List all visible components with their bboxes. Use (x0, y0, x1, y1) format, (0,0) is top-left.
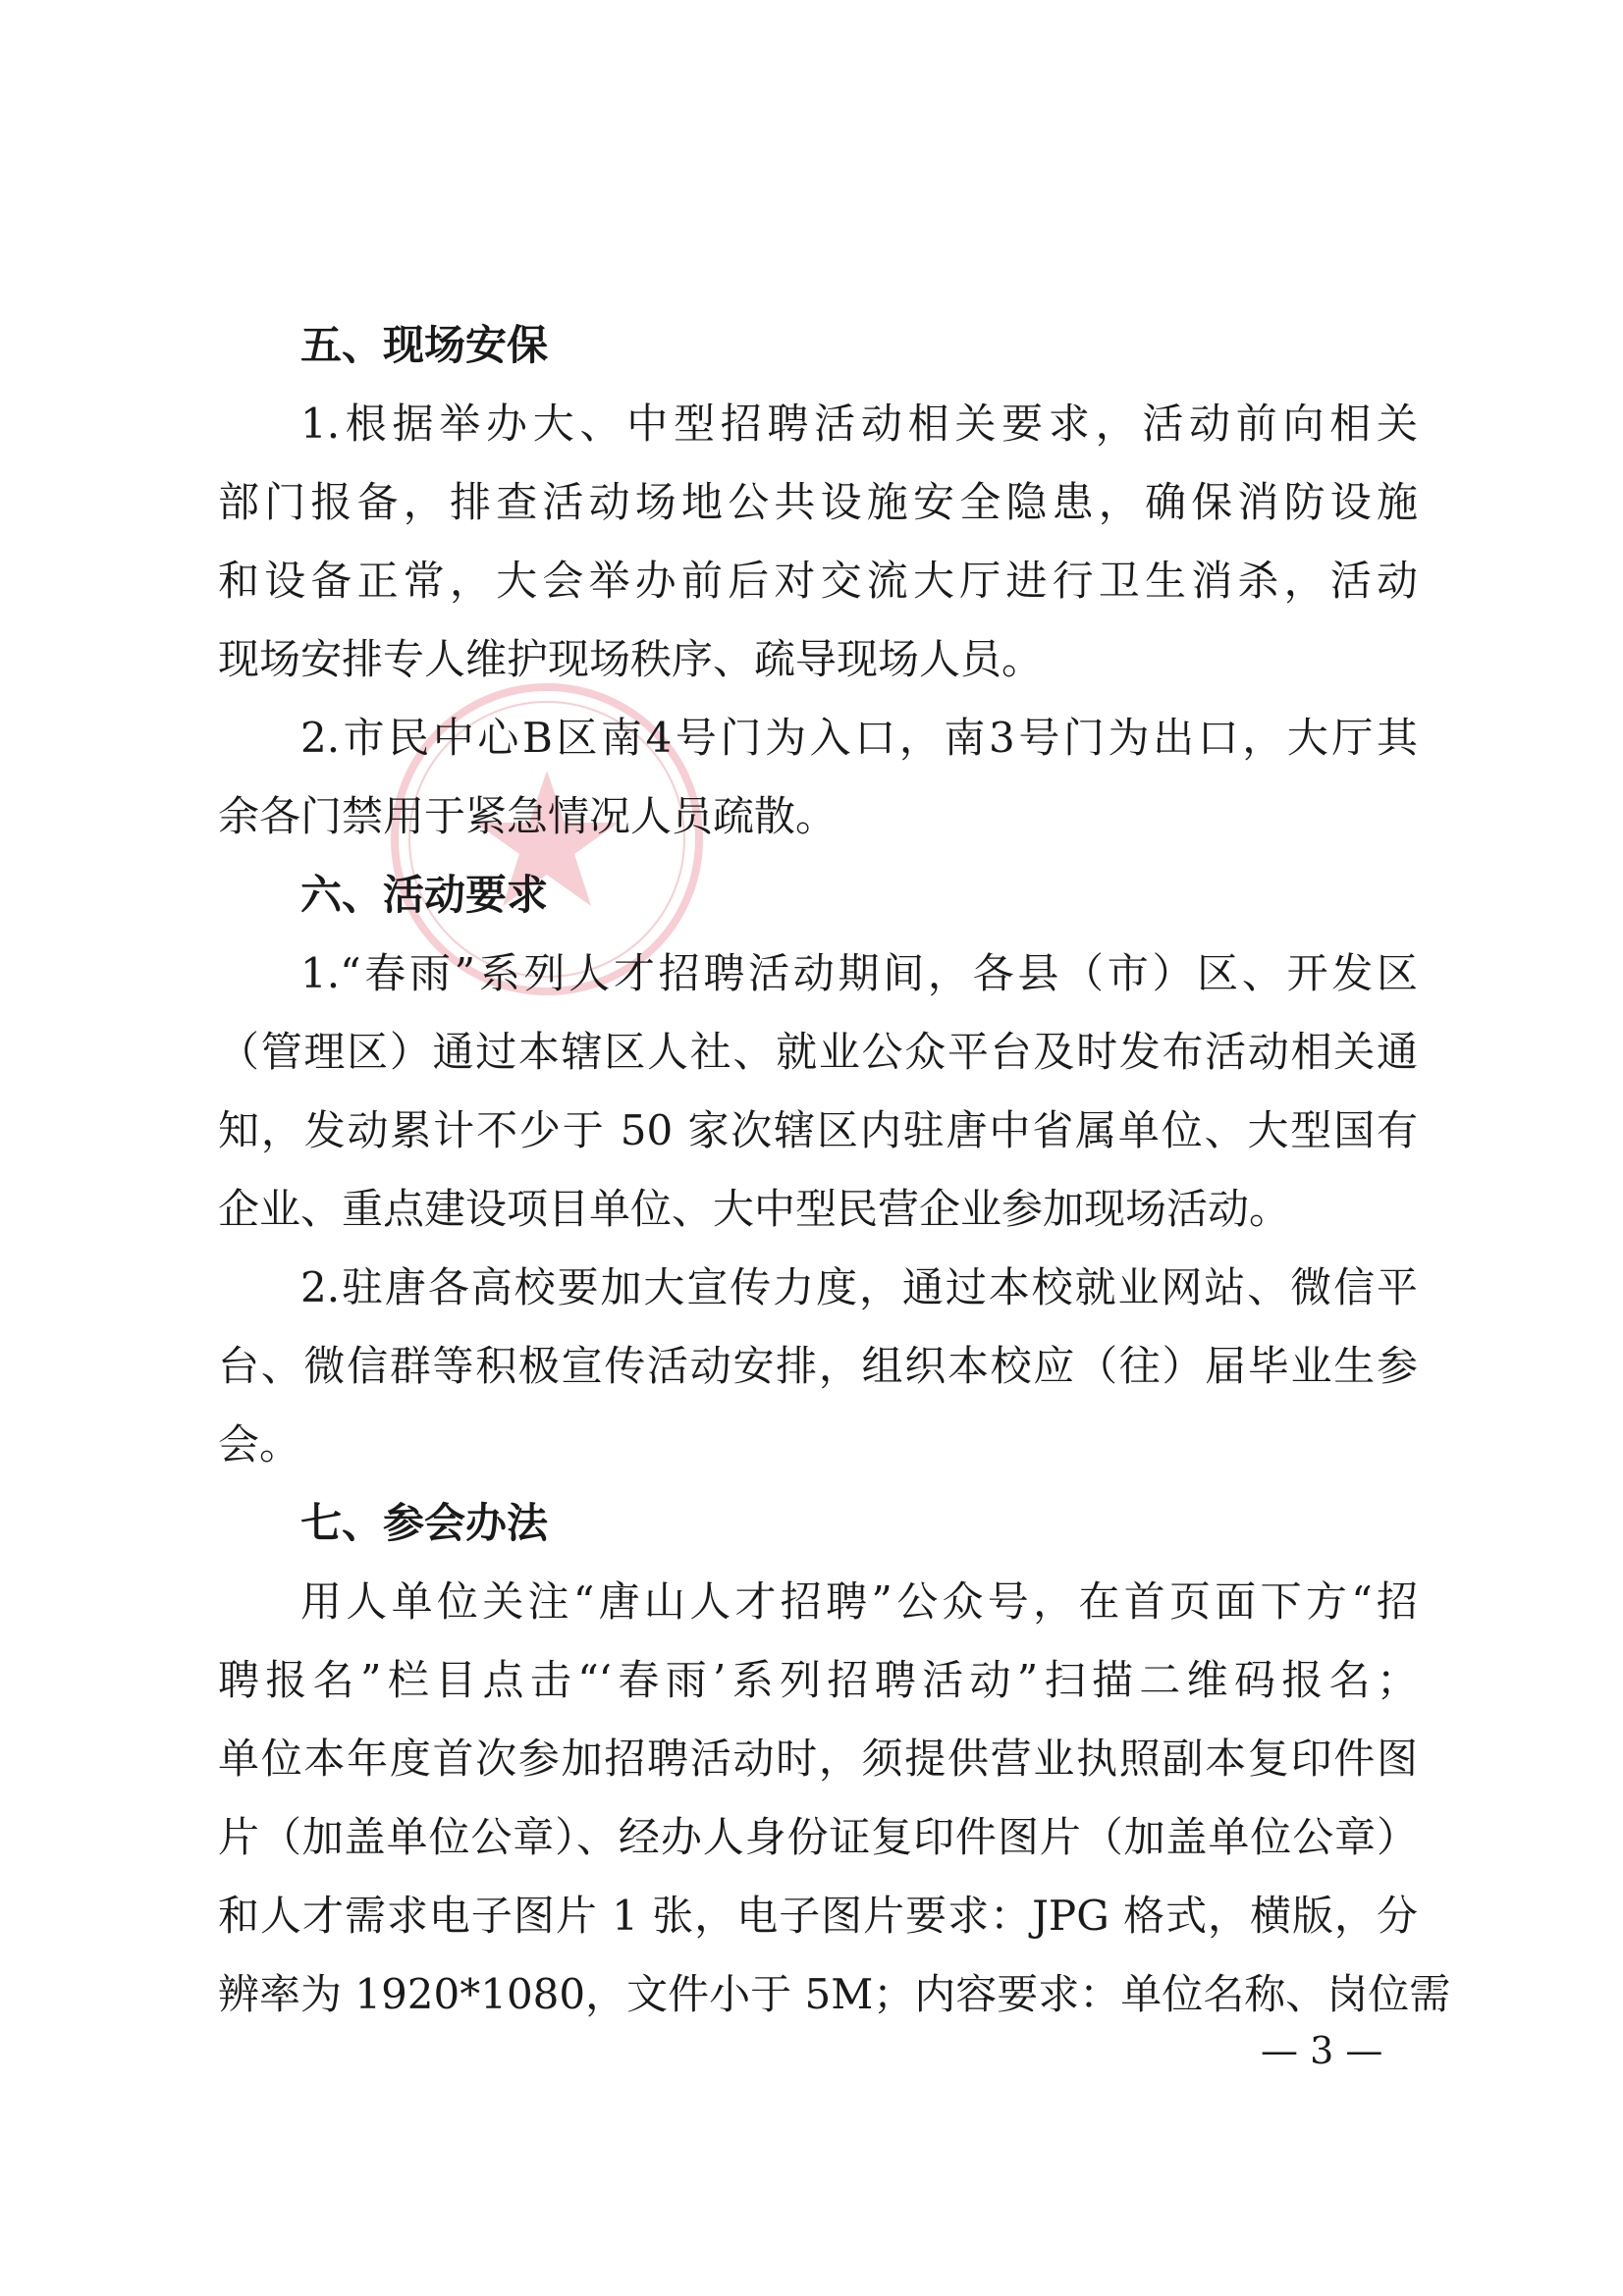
text-line: 余各门禁用于紧急情况人员疏散。 (218, 792, 838, 840)
document-body (218, 306, 1451, 2034)
paragraph (218, 1563, 1451, 2034)
paragraph (218, 934, 1418, 1249)
text-line: 部门报备，排查活动场地公共设施安全隐患，确保消防设施 (218, 478, 1418, 526)
text-line: 2.驻唐各高校要加大宣传力度，通过本校就业网站、微信平 (300, 1263, 1418, 1311)
text-line: 用人单位关注“唐山人才招聘”公众号，在首页面下方“招 (300, 1577, 1418, 1626)
text-line: 台、微信群等积极宣传活动安排，组织本校应（往）届毕业生参 (218, 1342, 1418, 1390)
text-line: 现场安排专人维护现场秩序、疏导现场人员。 (218, 635, 1044, 683)
text-line: 聘报名”栏目点击“‘春雨’系列招聘活动”扫描二维码报名； (218, 1656, 1418, 1704)
page-number: — 3 — (1261, 2029, 1383, 2072)
section-heading: 七、参会办法 (300, 1499, 549, 1547)
text-line: 知，发动累计不少于 50 家次辖区内驻唐中省属单位、大型国有 (218, 1106, 1418, 1154)
text-line: 会。 (218, 1420, 301, 1468)
text-line: 和设备正常，大会举办前后对交流大厅进行卫生消杀，活动 (218, 557, 1418, 605)
text-line: 企业、重点建设项目单位、大中型民营企业参加现场活动。 (218, 1185, 1291, 1233)
paragraph (218, 385, 1418, 699)
section-heading: 五、现场安保 (300, 321, 549, 369)
text-line: 片（加盖单位公章）、经办人身份证复印件图片（加盖单位公章） (218, 1813, 1418, 1861)
text-line: 2.市民中心B区南4号门为入口，南3号门为出口，大厅其 (300, 714, 1418, 762)
text-line: 辨率为 1920*1080，文件小于 5M；内容要求：单位名称、岗位需 (218, 1970, 1451, 2018)
text-line: 单位本年度首次参加招聘活动时，须提供营业执照副本复印件图 (218, 1735, 1418, 1783)
text-line: 和人才需求电子图片 1 张，电子图片要求：JPG 格式，横版，分 (218, 1892, 1418, 1940)
paragraph (218, 699, 1418, 856)
text-line: （管理区）通过本辖区人社、就业公众平台及时发布活动相关通 (218, 1028, 1418, 1076)
section-heading: 六、活动要求 (300, 871, 549, 919)
text-line: 1.“春雨”系列人才招聘活动期间，各县（市）区、开发区 (300, 949, 1418, 997)
text-line: 1.根据举办大、中型招聘活动相关要求，活动前向相关 (300, 400, 1418, 448)
paragraph (218, 1249, 1418, 1484)
